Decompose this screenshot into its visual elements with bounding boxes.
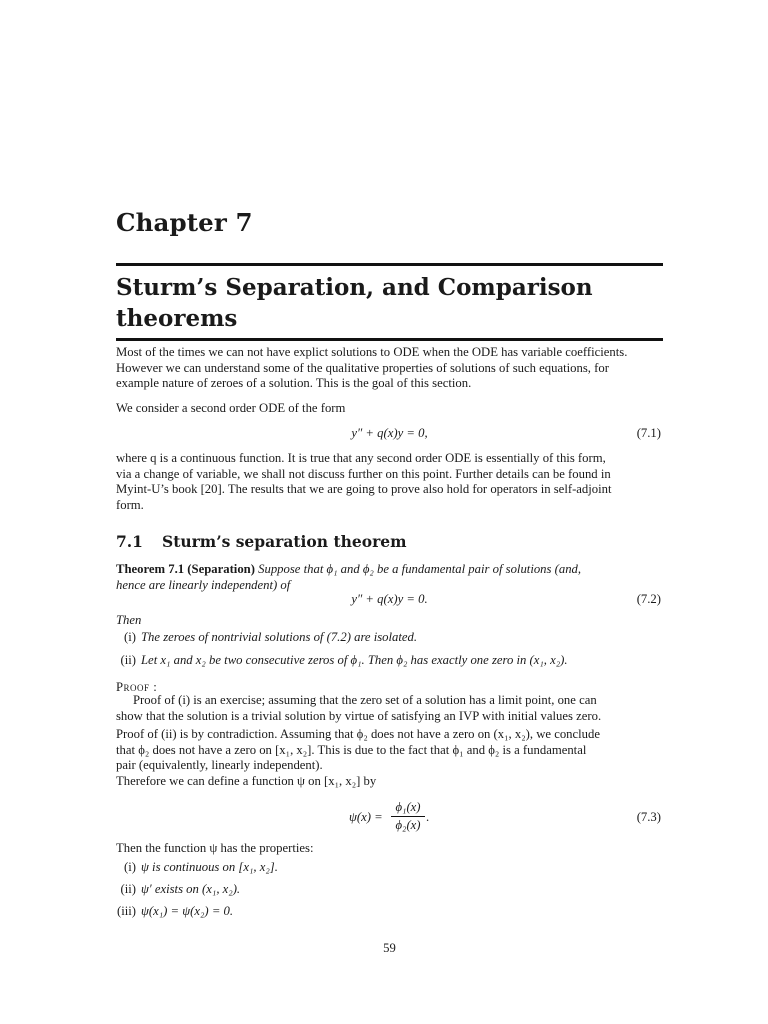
- equation-number: (7.1): [636, 426, 661, 440]
- then-text: Then: [116, 613, 142, 627]
- property-item: [116, 882, 240, 897]
- chapter-title: [116, 272, 663, 334]
- equation-7-1: [116, 426, 663, 442]
- properties-intro: Then the function ψ has the properties:: [116, 841, 314, 855]
- text-line: where q is a continuous function. It is true that any second order ODE is essentially of this form,: [116, 451, 606, 465]
- fraction-denominator: ϕ₂(x): [395, 818, 421, 832]
- fraction-bar: [391, 816, 425, 817]
- text-line: pair (equivalently, linearly independent).: [116, 758, 323, 772]
- section-number: 7.1: [116, 532, 143, 551]
- text-line: Proof of (i) is an exercise; assuming that the zero set of a solution has a limit point, one can: [133, 693, 597, 707]
- intro-paragraph: [116, 345, 663, 392]
- item-label: (i): [124, 630, 136, 644]
- item-text: The zeroes of nontrivial solutions of (7.2) are isolated.: [141, 630, 418, 644]
- equation-7-3: [116, 800, 663, 836]
- equation-body: y″ + q(x)y = 0.: [351, 592, 428, 606]
- text-line: Proof of (ii) is by contradiction. Assuming that ϕ₂ does not have a zero on (x₁, x₂), we conclude: [116, 727, 600, 741]
- title-rule-bottom: [116, 338, 663, 341]
- item-label: (iii): [116, 904, 136, 918]
- item-text: ψ′ exists on (x₁, x₂).: [141, 882, 241, 896]
- item-text: Let x₁ and x₂ be two consecutive zeros of ϕ₁. Then ϕ₂ has exactly one zero in (x₁, x₂).: [141, 653, 568, 667]
- text-line: Most of the times we can not have explict solutions to ODE when the ODE has variable coefficients.: [116, 345, 628, 359]
- equation-number: (7.3): [636, 810, 661, 824]
- equation-lhs: ψ(x) =: [349, 810, 383, 824]
- text-line: Therefore we can define a function ψ on [x₁, x₂] by: [116, 773, 377, 788]
- property-item: [116, 860, 278, 875]
- chapter-title-line: theorems: [116, 305, 238, 332]
- text-line: via a change of variable, we shall not discuss further on this point. Further details can be found in: [116, 466, 611, 481]
- equation-number: (7.2): [636, 592, 661, 606]
- equation-7-2: [116, 592, 663, 608]
- item-label: (ii): [120, 653, 136, 667]
- title-rule-top: [116, 263, 663, 266]
- fraction-numerator: ϕ₁(x): [395, 800, 421, 814]
- text-line: Suppose that ϕ₁ and ϕ₂ be a fundamental pair of solutions (and,: [258, 562, 582, 576]
- property-item: [116, 904, 233, 919]
- text-line: hence are linearly independent) of: [116, 577, 291, 592]
- proof-label: Proof :: [116, 680, 158, 694]
- fraction: [391, 800, 425, 833]
- consider-paragraph: We consider a second order ODE of the form: [116, 401, 346, 415]
- item-label: (i): [124, 860, 136, 874]
- theorem-item: [116, 630, 417, 645]
- proof-paragraph-1: [116, 693, 663, 724]
- text-line: However we can understand some of the qualitative properties of solutions of such equations, for: [116, 360, 609, 375]
- item-label: (ii): [120, 882, 136, 896]
- equation-body: y″ + q(x)y = 0,: [351, 426, 428, 440]
- section-heading: [116, 532, 407, 551]
- page-number: 59: [383, 941, 396, 955]
- theorem-statement: [116, 562, 663, 593]
- where-paragraph: [116, 451, 663, 513]
- text-line: show that the solution is a trivial solution by virtue of satisfying an IVP with initial values zero.: [116, 708, 602, 723]
- text-line: example nature of zeroes of a solution. This is the goal of this section.: [116, 376, 472, 390]
- theorem-item: [116, 653, 568, 668]
- chapter-heading: Chapter 7: [116, 208, 253, 237]
- item-text: ψ(x₁) = ψ(x₂) = 0.: [141, 904, 234, 918]
- text-line: Myint-U’s book [20]. The results that we are going to prove also hold for operators in self-adjoint: [116, 482, 612, 496]
- section-title: Sturm’s separation theorem: [162, 532, 407, 551]
- equation-period: .: [426, 810, 430, 824]
- item-text: ψ is continuous on [x₁, x₂].: [141, 860, 278, 874]
- text-line: form.: [116, 497, 144, 512]
- text-line: that ϕ₂ does not have a zero on [x₁, x₂]. This is due to the fact that ϕ₁ and ϕ₂ is a fundamental: [116, 742, 587, 757]
- theorem-label: Theorem 7.1 (Separation): [116, 562, 255, 576]
- proof-paragraph-2: [116, 727, 663, 789]
- chapter-title-line: Sturm’s Separation, and Comparison: [116, 274, 593, 301]
